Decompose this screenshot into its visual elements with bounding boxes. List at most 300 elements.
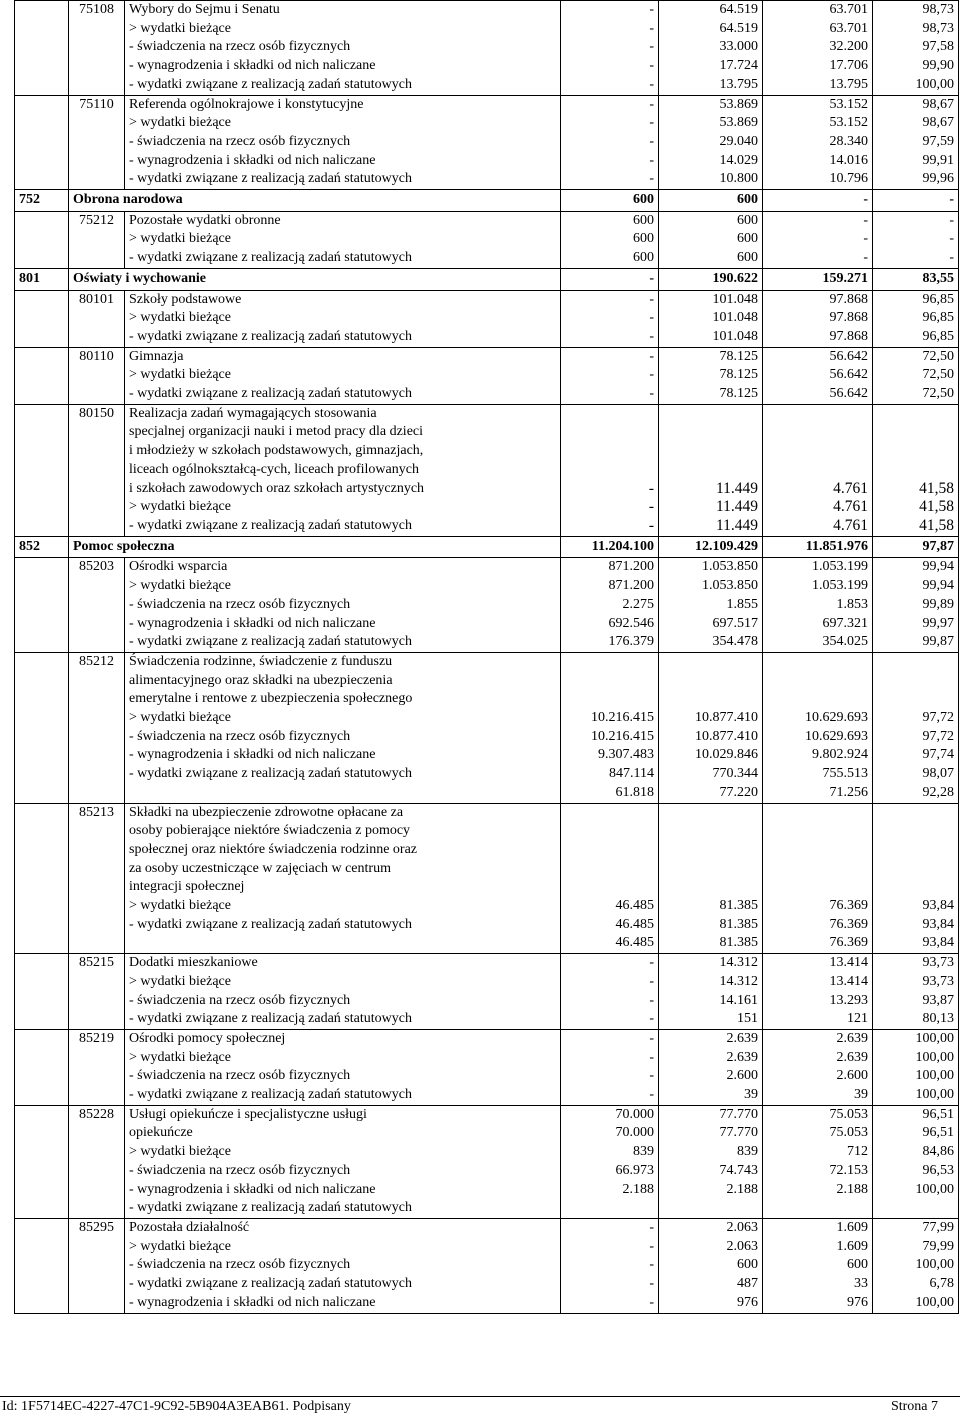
description-line: > wydatki bieżące [129,973,231,989]
plan-values-line: - [649,1030,654,1046]
percent-values-line: - [949,250,954,266]
description-line: - świadczenia na rzecz osób fizycznych [129,596,351,612]
plan-after-values-line: 10.800 [719,171,758,187]
percent-values [873,558,959,653]
execution-values-line [767,878,868,897]
plan-after-values [659,558,763,653]
plan-after-value: 600 [659,190,763,212]
description-line: - świadczenia na rzecz osób fizycznych [129,133,351,149]
plan-values [561,211,659,268]
description [125,1,561,96]
execution-values-line: 2.600 [836,1068,868,1084]
empty-chapter-cell [15,954,69,1030]
percent-values-line: 96,51 [922,1125,954,1141]
plan-values-line: - [649,310,654,326]
plan-value: 600 [561,190,659,212]
description-line: emerytalne i rentowe z ubezpieczenia społecznego [129,691,413,707]
description-line: > wydatki bieżące [129,20,231,36]
plan-after-values [659,1,763,96]
description [125,1219,561,1314]
subsection-row [15,290,959,347]
plan-after-values-line: 78.125 [719,348,758,364]
plan-after-values-line: 2.600 [726,1068,758,1084]
percent-value: 83,55 [873,268,959,290]
description-line: > wydatki bieżące [129,499,231,515]
plan-values-line: 176.379 [608,634,654,650]
plan-after-values-line [663,822,758,841]
description [125,954,561,1030]
description-line: - wydatki związane z realizacją zadań statutowych [129,328,412,344]
subsection-code: 80110 [69,347,125,404]
subsection-row [15,1105,959,1218]
plan-after-values-line: 600 [737,212,758,228]
plan-values-line: - [648,479,654,497]
plan-values-line: - [649,367,654,383]
execution-values-line: 63.701 [829,2,868,17]
execution-values [763,404,873,536]
plan-after-values-line: 33.000 [719,39,758,55]
execution-values-line: 976 [847,1294,868,1310]
description-line: Świadczenia rodzinne, świadczenie z funduszu [129,653,393,669]
plan-after-values-line: 10.029.846 [695,747,758,763]
empty-chapter-cell [15,95,69,190]
plan-after-values-line: 11.449 [715,516,758,534]
subsection-code: 85215 [69,954,125,1030]
execution-values-line: 56.642 [829,348,868,364]
execution-values [763,211,873,268]
plan-after-values-line: 29.040 [719,133,758,149]
description-line: - wynagrodzenia i składki od nich naliczane [129,747,376,763]
description [125,404,561,536]
plan-values-line: 46.485 [615,935,654,951]
plan-after-values-line: 839 [737,1144,758,1160]
subsection-row [15,1219,959,1314]
description-line: > wydatki bieżące [129,231,231,247]
description [125,290,561,347]
subsection-row [15,347,959,404]
subsection-code: 75108 [69,1,125,96]
percent-values-line: 93,84 [922,898,954,914]
execution-values-line: - [863,212,868,228]
plan-after-values-line: 81.385 [719,935,758,951]
description-line: - wydatki związane z realizacją zadań statutowych [129,517,412,533]
plan-values-line: 692.546 [608,615,654,631]
plan-after-values-line: 77.770 [719,1125,758,1141]
percent-values-line: 99,96 [922,171,954,187]
execution-values-line: 600 [847,1257,868,1273]
execution-values-line: 63.701 [829,20,868,36]
plan-after-values-line: 697.517 [712,615,758,631]
description-line: - wynagrodzenia i składki od nich naliczane [129,152,376,168]
plan-values [561,558,659,653]
execution-values-line: 10.796 [829,171,868,187]
execution-values-line: - [863,231,868,247]
execution-values-line: 9.802.924 [812,747,868,763]
description-line: alimentacyjnego oraz składki na ubezpieczenia [129,672,393,688]
plan-value: 11.204.100 [561,536,659,558]
plan-values-line: - [649,955,654,971]
subsection-row [15,1,959,96]
plan-values-line: - [649,291,654,307]
description-line: - wynagrodzenia i składki od nich naliczane [129,615,376,631]
subsection-code: 85219 [69,1029,125,1105]
percent-value: 97,87 [873,536,959,558]
percent-values-line: 92,28 [922,784,954,800]
plan-values-line: 10.216.415 [591,728,654,744]
plan-after-values-line: 11.449 [715,498,758,516]
plan-values-line: - [649,2,654,17]
execution-values-line: 4.761 [833,498,868,516]
execution-values [763,290,873,347]
execution-values [763,347,873,404]
plan-after-values-line: 487 [737,1276,758,1292]
description-line: specjalnej organizacji nauki i metod pracy dla dzieci [129,424,424,440]
plan-after-values-line: 14.312 [719,955,758,971]
percent-values [873,652,959,803]
page-number: Strona 7 [890,1399,938,1414]
plan-values-line: 70.000 [615,1106,654,1122]
execution-values-line: 1.853 [836,596,868,612]
percent-values-line: 100,00 [915,1257,954,1273]
percent-values-line [877,405,954,424]
description-line: - świadczenia na rzecz osób fizycznych [129,992,351,1008]
plan-after-values-line: 78.125 [719,367,758,383]
plan-values-line: - [649,133,654,149]
percent-values-line: - [949,231,954,247]
execution-values [763,652,873,803]
subsection-row [15,211,959,268]
plan-values-line: - [649,1011,654,1027]
plan-after-values-line: 81.385 [719,916,758,932]
description-line: za osoby uczestniczące w zajęciach w centrum [129,860,391,876]
description-line: Referenda ogólnokrajowe i konstytucyjne [129,96,364,112]
plan-values-line: - [649,973,654,989]
execution-values-line: 53.152 [829,115,868,131]
plan-values-line: - [649,1294,654,1310]
percent-values-line: 100,00 [915,1181,954,1197]
description-line: > wydatki bieżące [129,1238,231,1254]
percent-values-line: 96,85 [922,328,954,344]
empty-chapter-cell [15,404,69,536]
plan-after-values-line: 2.639 [726,1030,758,1046]
plan-values-line: - [649,96,654,112]
plan-after-values-line: 39 [744,1087,758,1103]
execution-values-line: 4.761 [833,479,868,497]
plan-values-line: - [649,992,654,1008]
empty-chapter-cell [15,652,69,803]
plan-values [561,1219,659,1314]
plan-values-line [565,653,654,672]
description-line: - wydatki związane z realizacją zadań statutowych [129,1087,412,1103]
description-line: opiekuńcze [129,1125,193,1141]
empty-chapter-cell [15,347,69,404]
plan-after-values [659,347,763,404]
plan-values-line: - [649,328,654,344]
section-code: 801 [15,268,69,290]
plan-values-line [565,405,654,424]
percent-values [873,404,959,536]
execution-value: - [763,190,873,212]
plan-values-line: 839 [633,1144,654,1160]
percent-values-line: 99,89 [922,596,954,612]
execution-values-line: 697.321 [822,615,868,631]
percent-values-line: 93,84 [922,935,954,951]
execution-values-line [767,860,868,879]
plan-after-values-line: 770.344 [712,766,758,782]
description-line: > wydatki bieżące [129,115,231,131]
plan-values-line: 46.485 [615,898,654,914]
plan-after-values-line: 1.855 [726,596,758,612]
percent-values-line: 79,99 [922,1238,954,1254]
percent-values-line: 100,00 [915,1049,954,1065]
plan-after-values-line: 10.877.410 [695,710,758,726]
percent-values [873,1219,959,1314]
subsection-code: 85213 [69,803,125,954]
empty-chapter-cell [15,803,69,954]
plan-values-line: 600 [633,231,654,247]
plan-after-values-line: 11.449 [715,479,758,497]
plan-after-values [659,95,763,190]
percent-values-line: 100,00 [915,76,954,92]
description-line: - wydatki związane z realizacją zadań statutowych [129,250,412,266]
plan-after-values-line: 64.519 [719,20,758,36]
plan-after-values-line [663,1199,758,1218]
execution-values-line: 1.609 [836,1220,868,1235]
plan-after-values-line: 1.053.850 [702,559,758,575]
plan-values-line [565,1199,654,1218]
percent-values-line [877,461,954,480]
plan-values-line: 600 [633,250,654,266]
description-line: > wydatki bieżące [129,710,231,726]
execution-values [763,954,873,1030]
plan-after-values-line: 77.770 [719,1106,758,1122]
subsection-code: 75110 [69,95,125,190]
execution-values-line: 97.868 [829,328,868,344]
execution-values-line: 75.053 [829,1125,868,1141]
plan-after-values-line [663,878,758,897]
plan-after-values-line: 2.063 [726,1220,758,1235]
percent-values [873,1029,959,1105]
plan-after-values-line: 14.029 [719,152,758,168]
percent-values-line: 99,97 [922,615,954,631]
plan-values-line [565,672,654,691]
execution-values-line [767,1199,868,1218]
plan-after-values-line: 17.724 [719,58,758,74]
subsection-code: 85295 [69,1219,125,1314]
subsection-code: 75212 [69,211,125,268]
description-line: - świadczenia na rzecz osób fizycznych [129,1257,351,1273]
percent-values-line: 98,67 [922,96,954,112]
percent-values-line [877,672,954,691]
description-line: > wydatki bieżące [129,898,231,914]
execution-values-line: 13.293 [829,992,868,1008]
execution-values-line: 10.629.693 [805,728,868,744]
plan-values-line: 871.200 [608,559,654,575]
execution-values [763,1029,873,1105]
description-line: Ośrodki wsparcia [129,559,228,575]
percent-values-line: 97,72 [922,710,954,726]
plan-values [561,652,659,803]
plan-after-values [659,954,763,1030]
plan-values-line [565,804,654,823]
plan-after-values-line: 151 [737,1011,758,1027]
percent-values-line: 100,00 [915,1087,954,1103]
plan-after-values [659,290,763,347]
plan-after-values [659,803,763,954]
plan-after-values-line: 53.869 [719,96,758,112]
description-line: integracji społecznej [129,879,245,895]
description-line: Szkoły podstawowe [129,291,242,307]
percent-values [873,1105,959,1218]
execution-values-line: 76.369 [829,898,868,914]
description-line: - wydatki związane z realizacją zadań statutowych [129,916,412,932]
execution-values-line: 10.629.693 [805,710,868,726]
plan-values-line: - [649,1049,654,1065]
description-line: > wydatki bieżące [129,367,231,383]
description [125,95,561,190]
plan-values-line: - [649,1087,654,1103]
percent-values-line: 96,53 [922,1162,954,1178]
description [125,803,561,954]
percent-values-line [877,822,954,841]
description-line: > wydatki bieżące [129,578,231,594]
execution-values-line: 56.642 [829,386,868,402]
description-line: > wydatki bieżące [129,310,231,326]
percent-values-line: 97,59 [922,133,954,149]
plan-values [561,1,659,96]
percent-value: - [873,190,959,212]
execution-values-line [767,405,868,424]
description-line: społecznej oraz niektóre świadczenia rodzinne oraz [129,841,418,857]
percent-values-line [877,653,954,672]
execution-values [763,1105,873,1218]
percent-values [873,1,959,96]
percent-values-line [877,878,954,897]
plan-values-line: 600 [633,212,654,228]
execution-values-line: 2.639 [836,1049,868,1065]
plan-values-line: - [649,115,654,131]
percent-values-line: 99,94 [922,559,954,575]
execution-values-line: 53.152 [829,96,868,112]
percent-values-line: 100,00 [915,1294,954,1310]
description [125,652,561,803]
budget-table-wrapper [14,0,958,1314]
percent-values-line: 99,87 [922,634,954,650]
plan-after-values-line: 101.048 [712,328,758,344]
execution-values-line [767,804,868,823]
description [125,1105,561,1218]
description-line: Ośrodki pomocy społecznej [129,1030,286,1046]
execution-values-line [767,423,868,442]
plan-value: - [561,268,659,290]
plan-values [561,347,659,404]
description-line: - wydatki związane z realizacją zadań statutowych [129,766,412,782]
description-line: Dodatki mieszkaniowe [129,955,258,971]
plan-values-line [565,690,654,709]
plan-values-line: - [649,1257,654,1273]
percent-values-line: 99,90 [922,58,954,74]
plan-after-values-line: 78.125 [719,386,758,402]
description-line: Gimnazja [129,348,184,364]
description-line: osoby pobierające niektóre świadczenia z pomocy [129,823,411,839]
subsection-row [15,95,959,190]
plan-after-values-line [663,423,758,442]
percent-values-line: 100,00 [915,1030,954,1046]
plan-values-line: - [649,1238,654,1254]
execution-values-line: 39 [854,1087,868,1103]
execution-values [763,95,873,190]
plan-after-values [659,404,763,536]
execution-values-line: 1.053.199 [812,578,868,594]
percent-values-line: 98,07 [922,766,954,782]
plan-after-values [659,652,763,803]
description-line: liceach ogólnokształcą-cych, liceach profilowanych [129,461,419,477]
description-line: - wydatki związane z realizacją zadań statutowych [129,76,412,92]
description-line: Pozostała działalność [129,1220,250,1235]
plan-values-line: 2.188 [622,1181,654,1197]
execution-values-line: 56.642 [829,367,868,383]
plan-values-line: 9.307.483 [598,747,654,763]
plan-values-line: - [649,386,654,402]
percent-values-line: 6,78 [929,1276,954,1292]
description [125,558,561,653]
description-line: - wynagrodzenia i składki od nich naliczane [129,1181,376,1197]
percent-values-line: 41,58 [919,498,954,516]
percent-values [873,803,959,954]
plan-after-values-line: 74.743 [719,1162,758,1178]
plan-after-values-line: 53.869 [719,115,758,131]
plan-after-values-line [663,672,758,691]
execution-values-line [767,653,868,672]
plan-values-line: 46.485 [615,916,654,932]
plan-values-line: - [648,516,654,534]
percent-values-line: 93,87 [922,992,954,1008]
empty-chapter-cell [15,1029,69,1105]
section-row [15,536,959,558]
plan-values-line: 2.275 [622,596,654,612]
plan-values [561,290,659,347]
section-row [15,268,959,290]
execution-values-line: 76.369 [829,935,868,951]
percent-values [873,290,959,347]
plan-values [561,803,659,954]
plan-values-line: - [649,171,654,187]
description [125,211,561,268]
empty-chapter-cell [15,290,69,347]
plan-values-line [565,878,654,897]
description-line: - świadczenia na rzecz osób fizycznych [129,1162,351,1178]
plan-after-values-line: 2.188 [726,1181,758,1197]
execution-values-line: 71.256 [829,784,868,800]
execution-values-line: 13.414 [829,973,868,989]
subsection-row [15,1029,959,1105]
description-line: - wydatki związane z realizacją zadań statutowych [129,1011,412,1027]
description-line: Pozostałe wydatki obronne [129,212,281,228]
percent-values-line [877,1199,954,1218]
execution-values-line [767,461,868,480]
plan-values-line [565,860,654,879]
execution-values-line: 14.016 [829,152,868,168]
execution-values-line: 1.053.199 [812,559,868,575]
plan-after-values-line: 10.877.410 [695,728,758,744]
percent-values-line: 100,00 [915,1068,954,1084]
execution-values-line: 28.340 [829,133,868,149]
description-line: - wydatki związane z realizacją zadań statutowych [129,634,412,650]
execution-values-line: 32.200 [829,39,868,55]
execution-values-line: 354.025 [822,634,868,650]
execution-values-line: 755.513 [822,766,868,782]
budget-table [14,0,959,1314]
